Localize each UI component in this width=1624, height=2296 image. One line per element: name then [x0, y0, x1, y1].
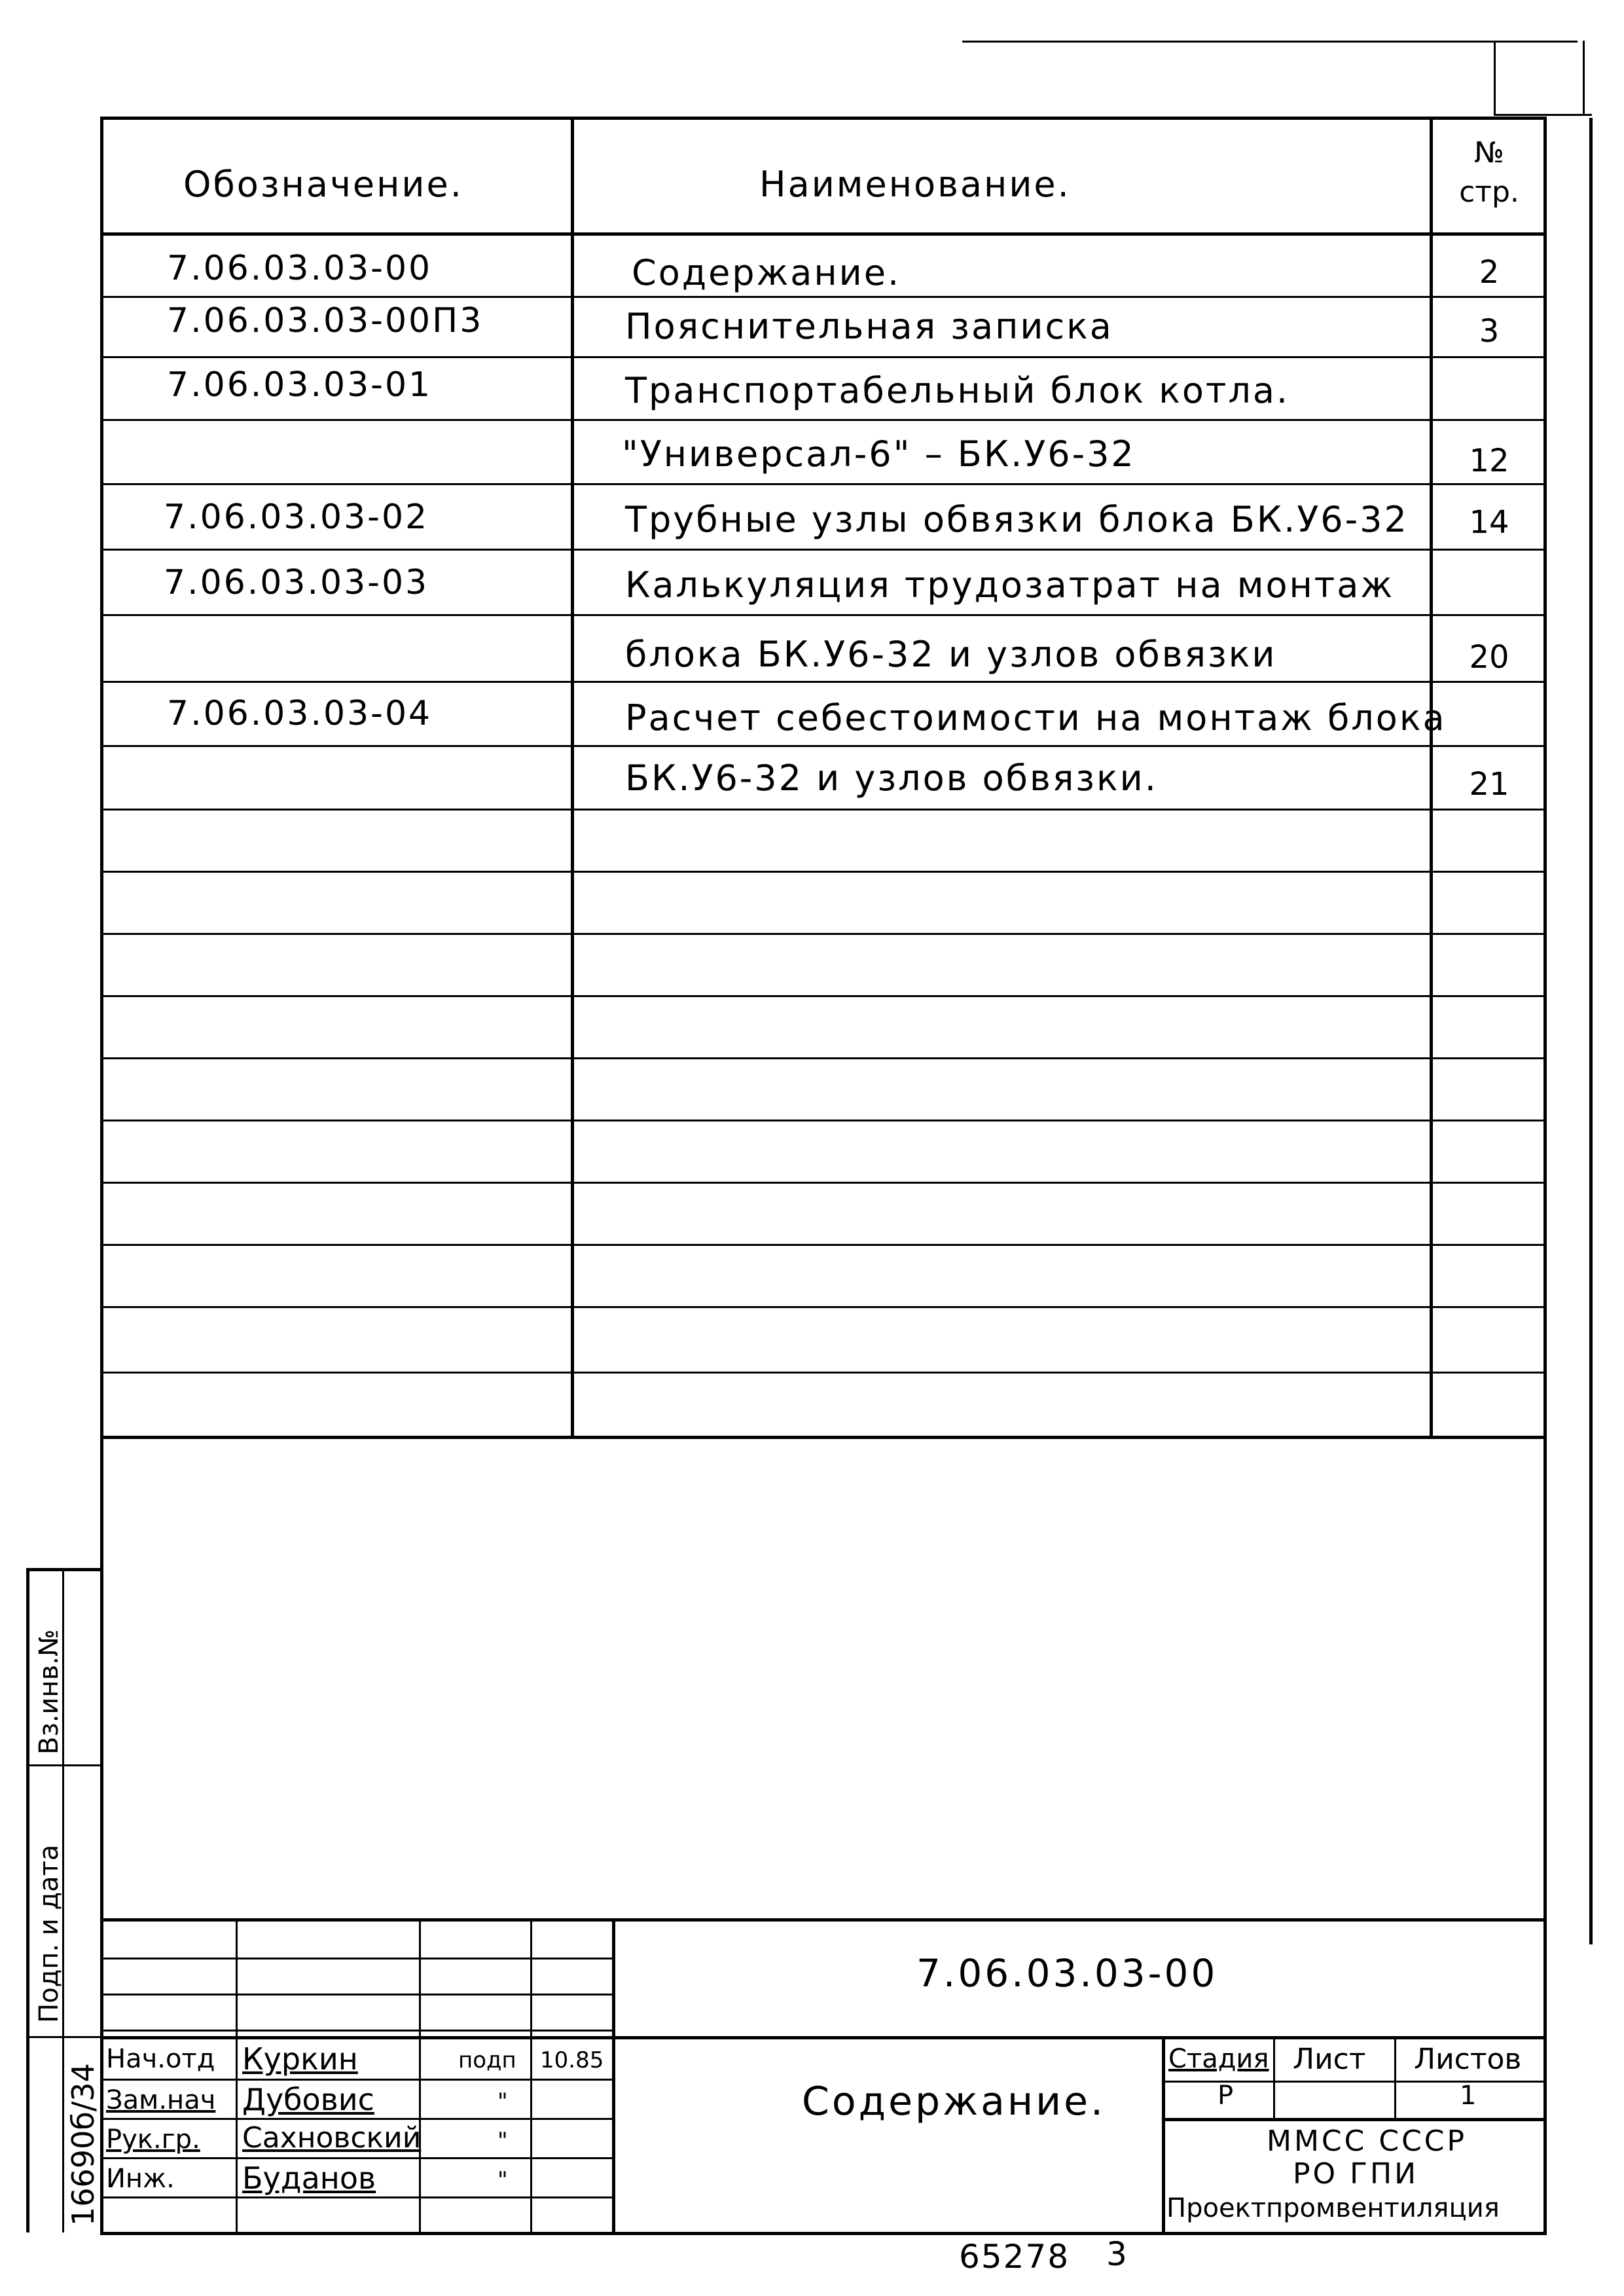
tb-org-line3: Проектпромвентиляция [1166, 2193, 1500, 2223]
table-col-divider-2 [1430, 117, 1433, 1437]
tb-row-line [100, 1958, 612, 1959]
title-block-top [100, 1918, 1547, 1922]
corner-mark-right [1583, 41, 1585, 116]
row-line [100, 809, 1547, 811]
header-designation: Обозначение. [183, 164, 463, 205]
tb-person-name: Буданов [242, 2160, 376, 2196]
tb-role: Рук.гр. [106, 2124, 200, 2155]
row-line [100, 933, 1547, 935]
tb-person-name: Сахновский [242, 2121, 422, 2155]
tb-person-name: Дубовис [242, 2082, 374, 2117]
row-line [100, 745, 1547, 747]
tb-sign: подп [458, 2047, 516, 2073]
row-name: Калькуляция трудозатрат на монтаж [625, 564, 1394, 606]
row-page: 21 [1469, 766, 1509, 803]
tb-col-2 [419, 1918, 421, 2235]
row-line [100, 871, 1547, 873]
tb-role: Нач.отд [106, 2044, 215, 2074]
row-line [100, 614, 1547, 616]
tb-col-3 [530, 1918, 532, 2235]
tb-stage-value: Р [1218, 2081, 1234, 2111]
corner-mark-left [1494, 41, 1496, 114]
row-name: Транспортабельный блок котла. [625, 370, 1290, 411]
footer-archive-no: 65278 [959, 2238, 1070, 2276]
row-line [100, 995, 1547, 997]
tb-sheet-col [1273, 2036, 1275, 2118]
tb-row-line [100, 2157, 612, 2159]
table-col-divider-1 [571, 117, 574, 1437]
row-line [100, 483, 1547, 485]
row-line [100, 419, 1547, 421]
row-line [100, 356, 1547, 358]
tb-date: 10.85 [540, 2047, 604, 2073]
row-page: 14 [1469, 504, 1509, 541]
corner-mark-bottom [1494, 114, 1592, 116]
row-page: 20 [1469, 639, 1509, 676]
margin-swap-inv: Вз.инв.№ [34, 1629, 64, 1755]
tb-row-line [100, 2079, 612, 2081]
row-page: 3 [1479, 313, 1500, 350]
tb-doc-title: Содержание. [802, 2079, 1106, 2124]
row-name: блока БК.У6-32 и узлов обвязки [625, 634, 1277, 675]
tb-org-line1: ММСС СССР [1267, 2124, 1468, 2158]
row-line [100, 1182, 1547, 1184]
row-line [100, 1244, 1547, 1246]
row-line [100, 1057, 1547, 1059]
row-page: 12 [1469, 443, 1509, 479]
tb-row-line [100, 2036, 1547, 2039]
tb-col-1 [236, 1918, 238, 2235]
tb-doc-code: 7.06.03.03-00 [916, 1951, 1218, 1995]
row-designation: 7.06.03.03-00П3 [167, 301, 484, 340]
tb-sign: " [497, 2167, 508, 2193]
tb-sign: " [497, 2128, 508, 2154]
row-designation: 7.06.03.03-03 [164, 563, 429, 602]
top-edge-line [962, 41, 1578, 43]
tb-col-main [612, 1918, 615, 2235]
tb-row-line [100, 1994, 612, 1995]
header-name: Наименование. [759, 164, 1071, 205]
footer-page: 3 [1106, 2235, 1127, 2273]
row-designation: 7.06.03.03-02 [164, 498, 429, 537]
row-name: Расчет себестоимости на монтаж блока [625, 697, 1447, 738]
margin-stamp-sep-2 [26, 2036, 101, 2038]
row-line [100, 1120, 1547, 1121]
tb-sheets-value: 1 [1460, 2081, 1477, 2111]
tb-stage-label: Стадия [1168, 2044, 1269, 2074]
tb-sheet-label: Лист [1293, 2043, 1366, 2076]
row-name: "Универсал-6" – БК.У6-32 [622, 433, 1136, 475]
row-designation: 7.06.03.03-04 [167, 694, 433, 733]
margin-stamp-sep-1 [26, 1764, 101, 1766]
header-page-no: № [1474, 136, 1504, 170]
header-page-abbr: стр. [1459, 175, 1519, 209]
tb-role: Инж. [106, 2164, 175, 2194]
tb-org-line2: РО ГПИ [1293, 2157, 1418, 2191]
tb-org-top [1162, 2118, 1547, 2121]
row-name: Трубные узлы обвязки блока БК.У6-32 [625, 499, 1409, 540]
tb-row-line [100, 2118, 612, 2120]
tb-person-name: Куркин [242, 2041, 358, 2077]
row-designation: 7.06.03.03-01 [167, 365, 433, 405]
tb-role: Зам.нач [106, 2085, 216, 2115]
table-bottom [100, 1436, 1547, 1439]
row-page: 2 [1479, 254, 1500, 291]
row-line [100, 296, 1547, 298]
table-header-bottom [100, 232, 1547, 236]
row-name: Содержание. [632, 252, 901, 293]
row-line [100, 549, 1547, 551]
margin-stamp-left [26, 1568, 29, 2232]
right-edge-line [1589, 118, 1593, 1944]
tb-sign: " [497, 2088, 508, 2115]
margin-stamp-text: Подп. и дата [34, 1844, 64, 2023]
row-name: БК.У6-32 и узлов обвязки. [625, 757, 1158, 799]
tb-row-line [100, 2196, 612, 2198]
row-name: Пояснительная записка [625, 306, 1113, 347]
tb-row-line [100, 2030, 612, 2032]
tb-stage-col [1162, 2036, 1165, 2235]
row-line [100, 1372, 1547, 1374]
row-line [100, 681, 1547, 683]
row-line [100, 1306, 1547, 1308]
row-designation: 7.06.03.03-00 [167, 249, 433, 288]
margin-inv-no: 16690б/34 [65, 2063, 101, 2226]
tb-sheets-col [1394, 2036, 1396, 2118]
tb-sheets-label: Листов [1414, 2043, 1522, 2076]
